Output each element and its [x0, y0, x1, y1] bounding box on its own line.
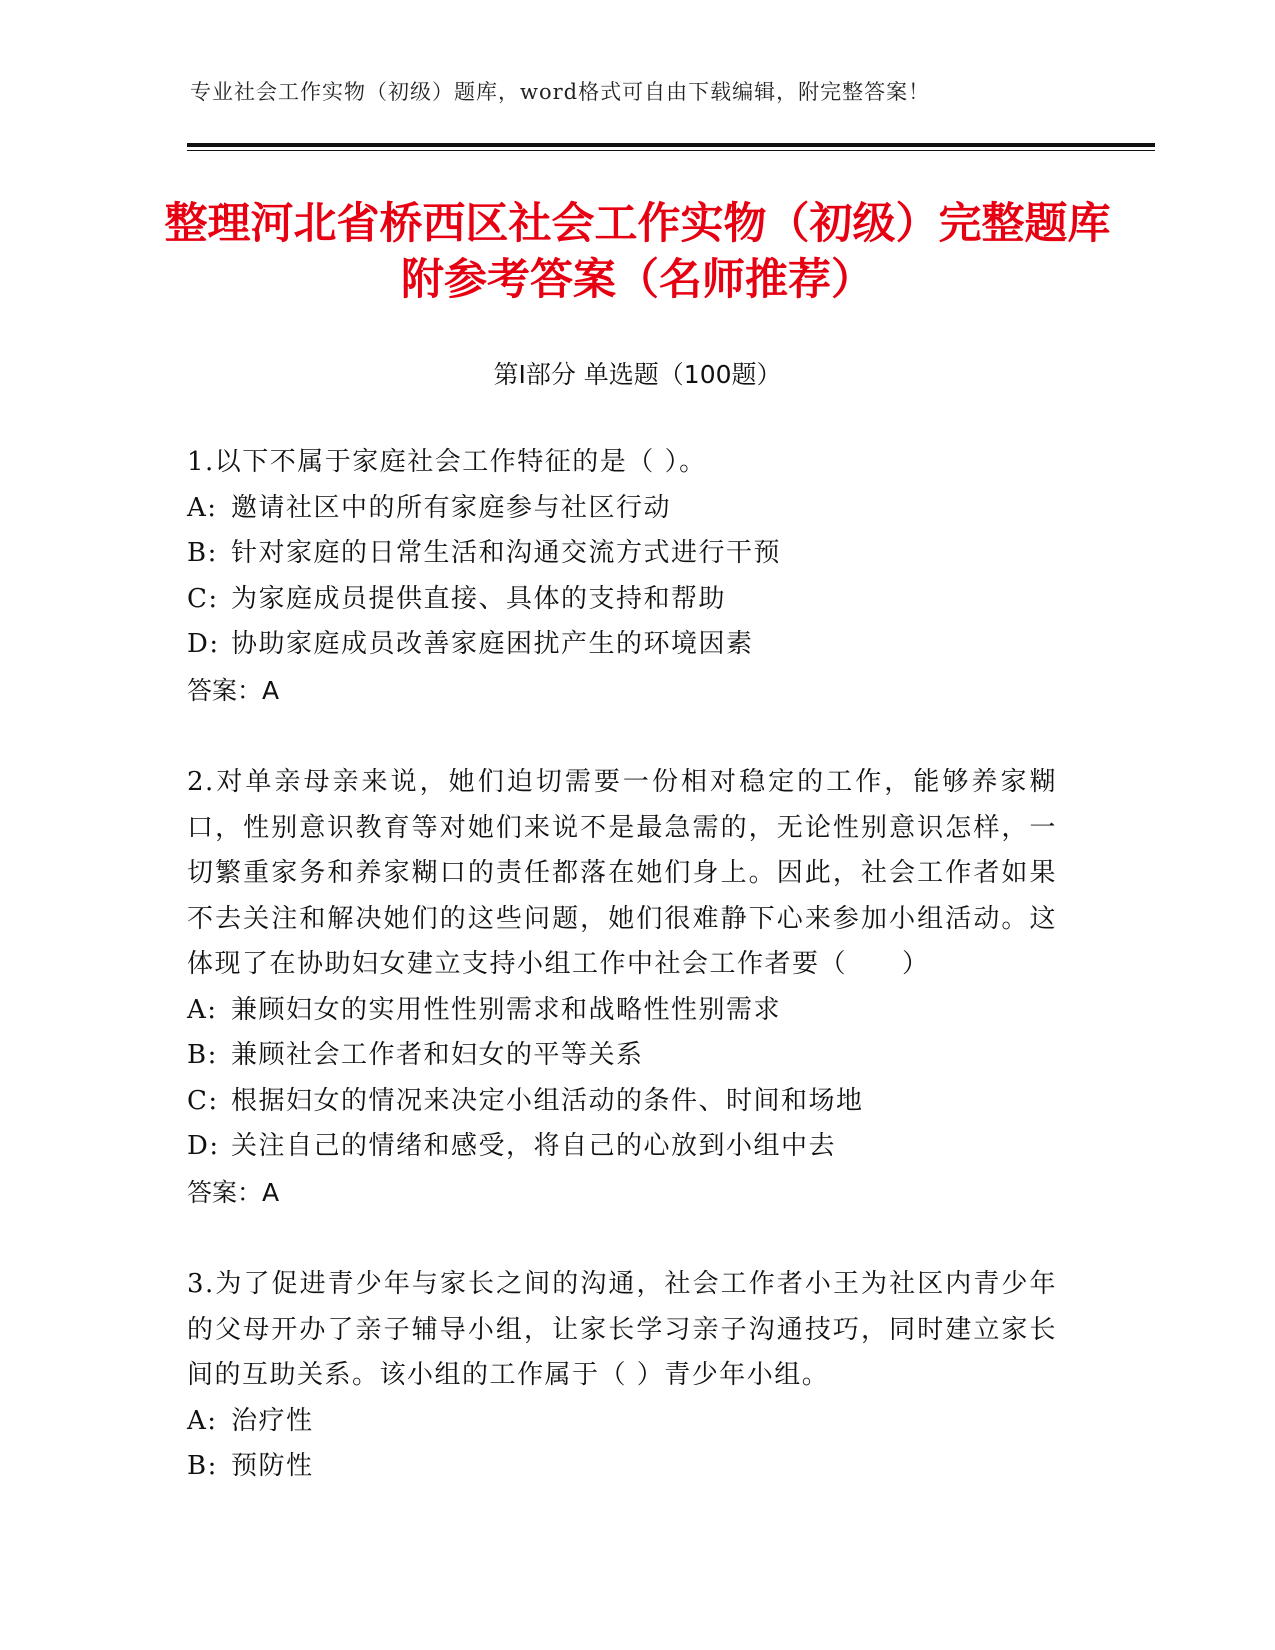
option-d [187, 622, 1057, 668]
answer-line: 答案：A [187, 675, 280, 705]
question-stem: 1.以下不属于家庭社会工作特征的是（ ）。 [187, 447, 707, 477]
option-key: D: [187, 629, 220, 659]
option-b [187, 1033, 1057, 1079]
question-2 [187, 760, 1057, 1215]
document-title: 整理河北省桥西区社会工作实物（初级）完整题库附参考答案（名师推荐） [164, 199, 1111, 305]
page-header: 专业社会工作实物（初级）题库，word格式可自由下载编辑，附完整答案！ [190, 80, 931, 104]
option-a [187, 1399, 1057, 1445]
option-text: 为家庭成员提供直接、具体的支持和帮助 [231, 583, 727, 614]
option-key: C: [187, 583, 219, 614]
option-c [187, 1079, 1057, 1125]
question-list [187, 440, 1057, 1537]
option-text: 治疗性 [231, 1405, 314, 1436]
option-key: C: [187, 1085, 219, 1116]
option-text: 邀请社区中的所有家庭参与社区行动 [231, 492, 672, 523]
option-key: B: [187, 538, 218, 568]
option-text: 针对家庭的日常生活和沟通交流方式进行干预 [231, 538, 782, 568]
option-b [187, 1444, 1057, 1490]
option-key: A: [187, 1405, 218, 1436]
option-a [187, 486, 1057, 532]
question-stem: 2.对单亲母亲来说，她们迫切需要一份相对稳定的工作，能够养家糊口，性别意识教育等对她们来说不是最急需的，无论性别意识怎样，一切繁重家务和养家糊口的责任都落在她们身上。因此，社会工作者如果不去关注和解决她们的这些问题，她们很难静下心来参加小组活动。这体现了在协助妇女建立支持小组工作中社会工作者要（ ） [187, 767, 1057, 979]
option-text: 预防性 [231, 1451, 314, 1481]
option-text: 协助家庭成员改善家庭困扰产生的环境因素 [231, 629, 754, 659]
option-key: D: [187, 1131, 220, 1161]
option-key: A: [187, 994, 218, 1025]
section-title: 第Ⅰ部分 单选题（100题） [493, 360, 782, 389]
header-divider [187, 143, 1155, 147]
option-key: A: [187, 492, 218, 523]
question-1 [187, 440, 1057, 713]
option-text: 兼顾社会工作者和妇女的平等关系 [231, 1040, 644, 1070]
question-3 [187, 1262, 1057, 1490]
option-d [187, 1124, 1057, 1170]
question-stem: 3.为了促进青少年与家长之间的沟通，社会工作者小王为社区内青少年的父母开办了亲子辅导小组，让家长学习亲子沟通技巧，同时建立家长间的互助关系。该小组的工作属于（ ）青少年小组。 [187, 1269, 1057, 1390]
option-text: 关注自己的情绪和感受，将自己的心放到小组中去 [231, 1131, 837, 1161]
option-a [187, 988, 1057, 1034]
option-text: 兼顾妇女的实用性性别需求和战略性性别需求 [231, 994, 782, 1025]
option-key: B: [187, 1040, 218, 1070]
option-b [187, 531, 1057, 577]
header-divider-thin [187, 150, 1155, 151]
answer-line: 答案：A [187, 1177, 280, 1207]
option-key: B: [187, 1451, 218, 1481]
option-text: 根据妇女的情况来决定小组活动的条件、时间和场地 [231, 1085, 864, 1116]
option-c [187, 577, 1057, 623]
